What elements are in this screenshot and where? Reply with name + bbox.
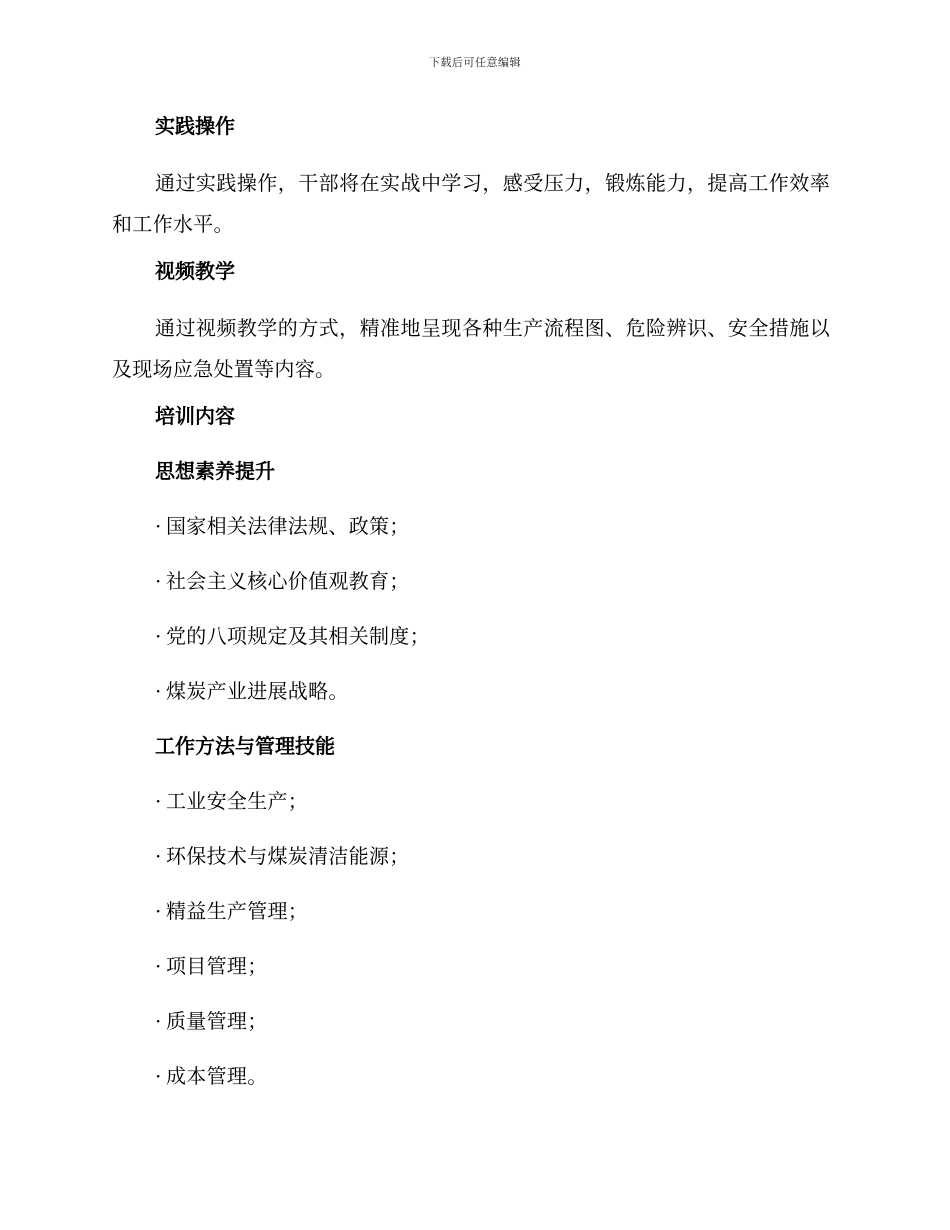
bullet-icon: · bbox=[155, 844, 162, 868]
document-body bbox=[112, 108, 830, 1113]
section-heading-training-content: 培训内容 bbox=[155, 404, 235, 428]
list-item bbox=[112, 618, 830, 654]
list-item-text: 项目管理； bbox=[166, 954, 268, 978]
list-item bbox=[112, 838, 830, 874]
bullet-icon: · bbox=[155, 1009, 162, 1033]
bullet-icon: · bbox=[155, 899, 162, 923]
list-item-text: 煤炭产业进展战略。 bbox=[166, 679, 349, 703]
list-item-text: 国家相关法律法规、政策； bbox=[166, 514, 410, 538]
bullet-icon: · bbox=[155, 954, 162, 978]
list-item-text: 党的八项规定及其相关制度； bbox=[166, 624, 430, 648]
list-item-text: 质量管理； bbox=[166, 1009, 268, 1033]
list-item bbox=[112, 508, 830, 544]
section-heading-video: 视频教学 bbox=[155, 259, 235, 283]
paragraph-video: 通过视频教学的方式，精准地呈现各种生产流程图、危险辨识、安全措施以及现场应急处置等内容。 bbox=[112, 316, 830, 381]
list-item bbox=[112, 1058, 830, 1094]
bullet-icon: · bbox=[155, 624, 162, 648]
subsection-heading-methods: 工作方法与管理技能 bbox=[155, 734, 335, 758]
list-item-text: 环保技术与煤炭清洁能源； bbox=[166, 844, 410, 868]
list-item-text: 工业安全生产； bbox=[166, 789, 309, 813]
section-heading-practice: 实践操作 bbox=[155, 114, 235, 138]
bullet-icon: · bbox=[155, 514, 162, 538]
paragraph-practice: 通过实践操作，干部将在实战中学习，感受压力，锻炼能力，提高工作效率和工作水平。 bbox=[112, 171, 830, 236]
bullet-icon: · bbox=[155, 679, 162, 703]
page-header-note: 下载后可任意编辑 bbox=[429, 56, 521, 69]
list-item bbox=[112, 948, 830, 984]
list-item-text: 精益生产管理； bbox=[166, 899, 309, 923]
list-item bbox=[112, 673, 830, 709]
bullet-icon: · bbox=[155, 1064, 162, 1088]
bullet-icon: · bbox=[155, 569, 162, 593]
bullet-icon: · bbox=[155, 789, 162, 813]
list-item bbox=[112, 893, 830, 929]
list-item bbox=[112, 783, 830, 819]
list-item bbox=[112, 1003, 830, 1039]
subsection-heading-ideology: 思想素养提升 bbox=[155, 459, 275, 483]
list-item bbox=[112, 563, 830, 599]
list-item-text: 成本管理。 bbox=[166, 1064, 268, 1088]
list-item-text: 社会主义核心价值观教育； bbox=[166, 569, 410, 593]
